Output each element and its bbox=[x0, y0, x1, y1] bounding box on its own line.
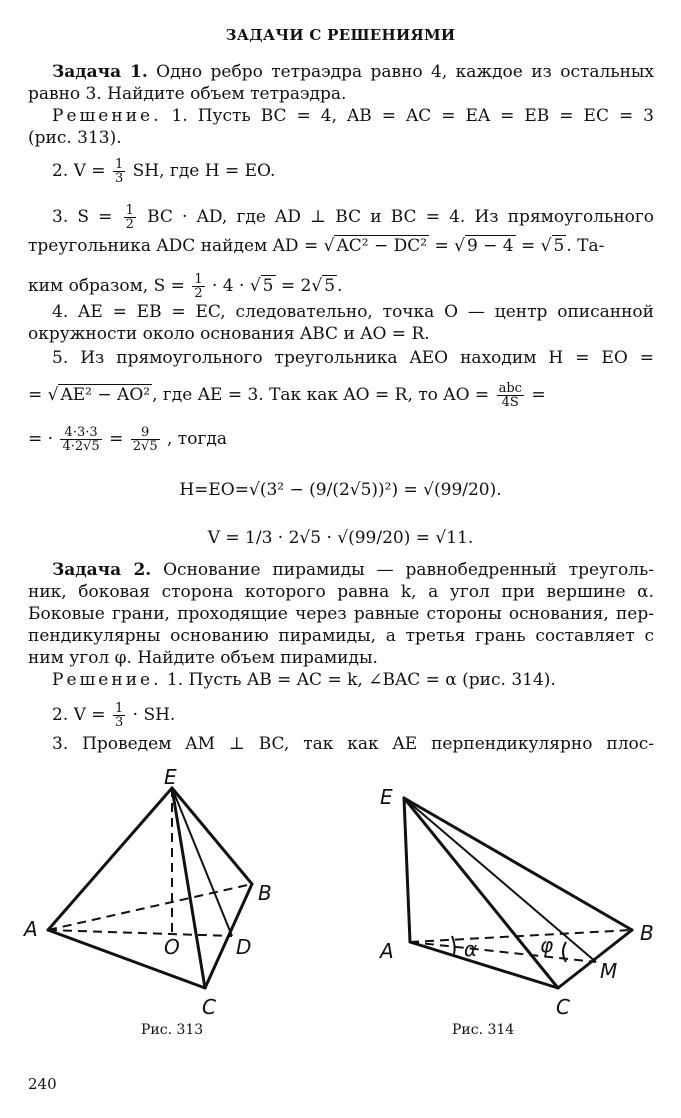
radicand: 9 − 4 bbox=[466, 236, 514, 256]
denominator: 2 bbox=[125, 217, 134, 232]
fraction bbox=[113, 702, 125, 729]
task2-line-3: Боковые грани, проходящие через равные стороны основания, пер- bbox=[28, 604, 654, 624]
label-B: B bbox=[258, 881, 272, 905]
label-B: B bbox=[640, 921, 654, 945]
numerator: 1 bbox=[114, 157, 124, 172]
text: · SH. bbox=[132, 705, 176, 725]
task1-sol-step2 bbox=[52, 158, 654, 185]
text: · 4 · √ bbox=[212, 276, 261, 296]
fraction bbox=[131, 426, 160, 453]
text: = bbox=[109, 429, 124, 449]
task2-sol-step2 bbox=[52, 702, 654, 729]
text: ким образом, S = bbox=[28, 276, 185, 296]
denominator: 4S bbox=[501, 395, 519, 410]
task1-text-1: Одно ребро тетраэдра равно 4, каждое из остальных bbox=[156, 62, 655, 82]
task1-solution-1 bbox=[52, 106, 654, 126]
task2-label: Задача 2. bbox=[52, 560, 152, 580]
text: 2. V = bbox=[52, 705, 106, 725]
text: . Та- bbox=[566, 236, 605, 256]
text: , где AE = 3. Так как AO = R, то AO = bbox=[152, 385, 490, 405]
edge-EB bbox=[404, 798, 632, 930]
edge-AE bbox=[48, 788, 172, 930]
task1-sol-step3 bbox=[52, 204, 654, 231]
label-D: D bbox=[236, 935, 252, 959]
task1-sol-step3-line2 bbox=[28, 236, 654, 256]
page-header: ЗАДАЧИ С РЕШЕНИЯМИ bbox=[225, 26, 456, 44]
task1-sol-step4-line2: окружности около основания ABC и AO = R. bbox=[28, 324, 430, 344]
edge-AC bbox=[48, 930, 205, 988]
task1-line-1 bbox=[52, 62, 654, 82]
fraction bbox=[497, 382, 524, 409]
edge-ED bbox=[172, 788, 232, 936]
task2-sol-step3: 3. Проведем AM ⊥ BC, так как AE перпендикулярно плос- bbox=[52, 734, 654, 754]
denominator: 3 bbox=[114, 715, 124, 730]
task1-sol-step5: 5. Из прямоугольного треугольника AEO находим H = EO = bbox=[52, 348, 654, 368]
label-phi: φ bbox=[540, 933, 554, 957]
radicand: 5 bbox=[262, 276, 274, 296]
task1-sol-step3-line3 bbox=[28, 273, 654, 300]
equation-volume: V = 1/3 · 2√5 · √(99/20) = √11. bbox=[207, 528, 474, 548]
denominator: 3 bbox=[114, 171, 124, 186]
label-E: E bbox=[380, 785, 393, 809]
text: = √ bbox=[515, 236, 552, 256]
task1-sol-step5-line3 bbox=[28, 426, 654, 453]
page-number: 240 bbox=[28, 1075, 57, 1093]
text: треугольника ADC найдем AD = √ bbox=[28, 236, 335, 256]
task2-sol-step1: 1. Пусть AB = AC = k, ∠BAC = α (рис. 314). bbox=[166, 670, 556, 690]
text: . bbox=[337, 276, 343, 296]
task1-sol-step1-ref: (рис. 313). bbox=[28, 128, 122, 148]
text: = √ bbox=[429, 236, 465, 256]
task1-sol-step5-line2 bbox=[28, 382, 654, 409]
step2-prefix: 2. V = bbox=[52, 161, 106, 181]
step2-suffix: SH, где H = EO. bbox=[132, 161, 276, 181]
denominator: 4·2√5 bbox=[62, 439, 100, 454]
numerator: 1 bbox=[194, 272, 203, 287]
task1-label: Задача 1. bbox=[52, 62, 148, 82]
fraction bbox=[192, 273, 204, 300]
figure-313 bbox=[0, 760, 340, 1020]
text: = 2√ bbox=[275, 276, 323, 296]
text: , тогда bbox=[167, 429, 227, 449]
solution-word: Решение. bbox=[52, 670, 162, 690]
task2-line-1 bbox=[52, 560, 654, 580]
solution-word: Решение. bbox=[52, 106, 162, 126]
edge-AC bbox=[410, 942, 558, 988]
label-A: A bbox=[380, 939, 394, 963]
task2-text-1: Основание пирамиды — равнобедренный треуголь- bbox=[163, 560, 655, 580]
caption-314: Рис. 314 bbox=[452, 1022, 515, 1038]
numerator: abc bbox=[498, 381, 522, 396]
angle-alpha-arc bbox=[452, 936, 455, 954]
radicand: 5 bbox=[553, 236, 565, 256]
equation-height: H=EO=√(3² − (9/(2√5))²) = √(99/20). bbox=[179, 480, 502, 500]
step3-prefix: 3. S = bbox=[52, 207, 113, 227]
numerator: 4·3·3 bbox=[60, 426, 101, 440]
numerator: 1 bbox=[114, 701, 124, 716]
denominator: 2 bbox=[194, 286, 203, 301]
text: = bbox=[531, 385, 546, 405]
task1-sol-step4: 4. AE = EB = EC, следовательно, точка O — центр описанной bbox=[52, 302, 654, 322]
task1-line-2: равно 3. Найдите объем тетраэдра. bbox=[28, 84, 347, 104]
angle-phi-arc bbox=[563, 942, 566, 962]
label-alpha: α bbox=[464, 937, 478, 961]
task2-solution-1 bbox=[52, 670, 654, 690]
task2-line-2: ник, боковая сторона которого равна k, а угол при вершине α. bbox=[28, 582, 654, 602]
numerator: 9 bbox=[131, 426, 160, 440]
radicand: AC² − DC² bbox=[336, 236, 428, 256]
fraction bbox=[124, 204, 136, 231]
label-E: E bbox=[164, 765, 177, 789]
label-C: C bbox=[202, 995, 216, 1019]
text: = · bbox=[28, 429, 54, 449]
label-O: O bbox=[164, 935, 180, 959]
edge-EA bbox=[404, 798, 410, 942]
label-A: A bbox=[24, 917, 38, 941]
denominator: 2√5 bbox=[132, 439, 158, 454]
fraction bbox=[60, 426, 101, 453]
caption-313: Рис. 313 bbox=[141, 1022, 204, 1038]
edge-AB-hidden bbox=[48, 884, 252, 930]
radicand: 5 bbox=[324, 276, 336, 296]
step3-suffix: BC · AD, где AD ⊥ BC и BC = 4. Из прямоугольного bbox=[147, 207, 655, 227]
text: = √ bbox=[28, 385, 59, 405]
figure-314 bbox=[360, 760, 681, 1020]
label-M: M bbox=[600, 959, 618, 983]
task2-line-5: ним угол φ. Найдите объем пирамиды. bbox=[28, 648, 378, 668]
fraction bbox=[113, 158, 125, 185]
radicand: AE² − AO² bbox=[60, 385, 151, 405]
task2-line-4: пендикулярны основанию пирамиды, а третья грань составляет с bbox=[28, 626, 654, 646]
edge-EC bbox=[404, 798, 558, 988]
label-C: C bbox=[556, 995, 570, 1019]
segment-AD-hidden bbox=[48, 930, 232, 936]
numerator: 1 bbox=[125, 203, 134, 218]
task1-sol-step1: 1. Пусть BC = 4, AB = AC = EA = EB = EC = 3 bbox=[171, 106, 654, 126]
